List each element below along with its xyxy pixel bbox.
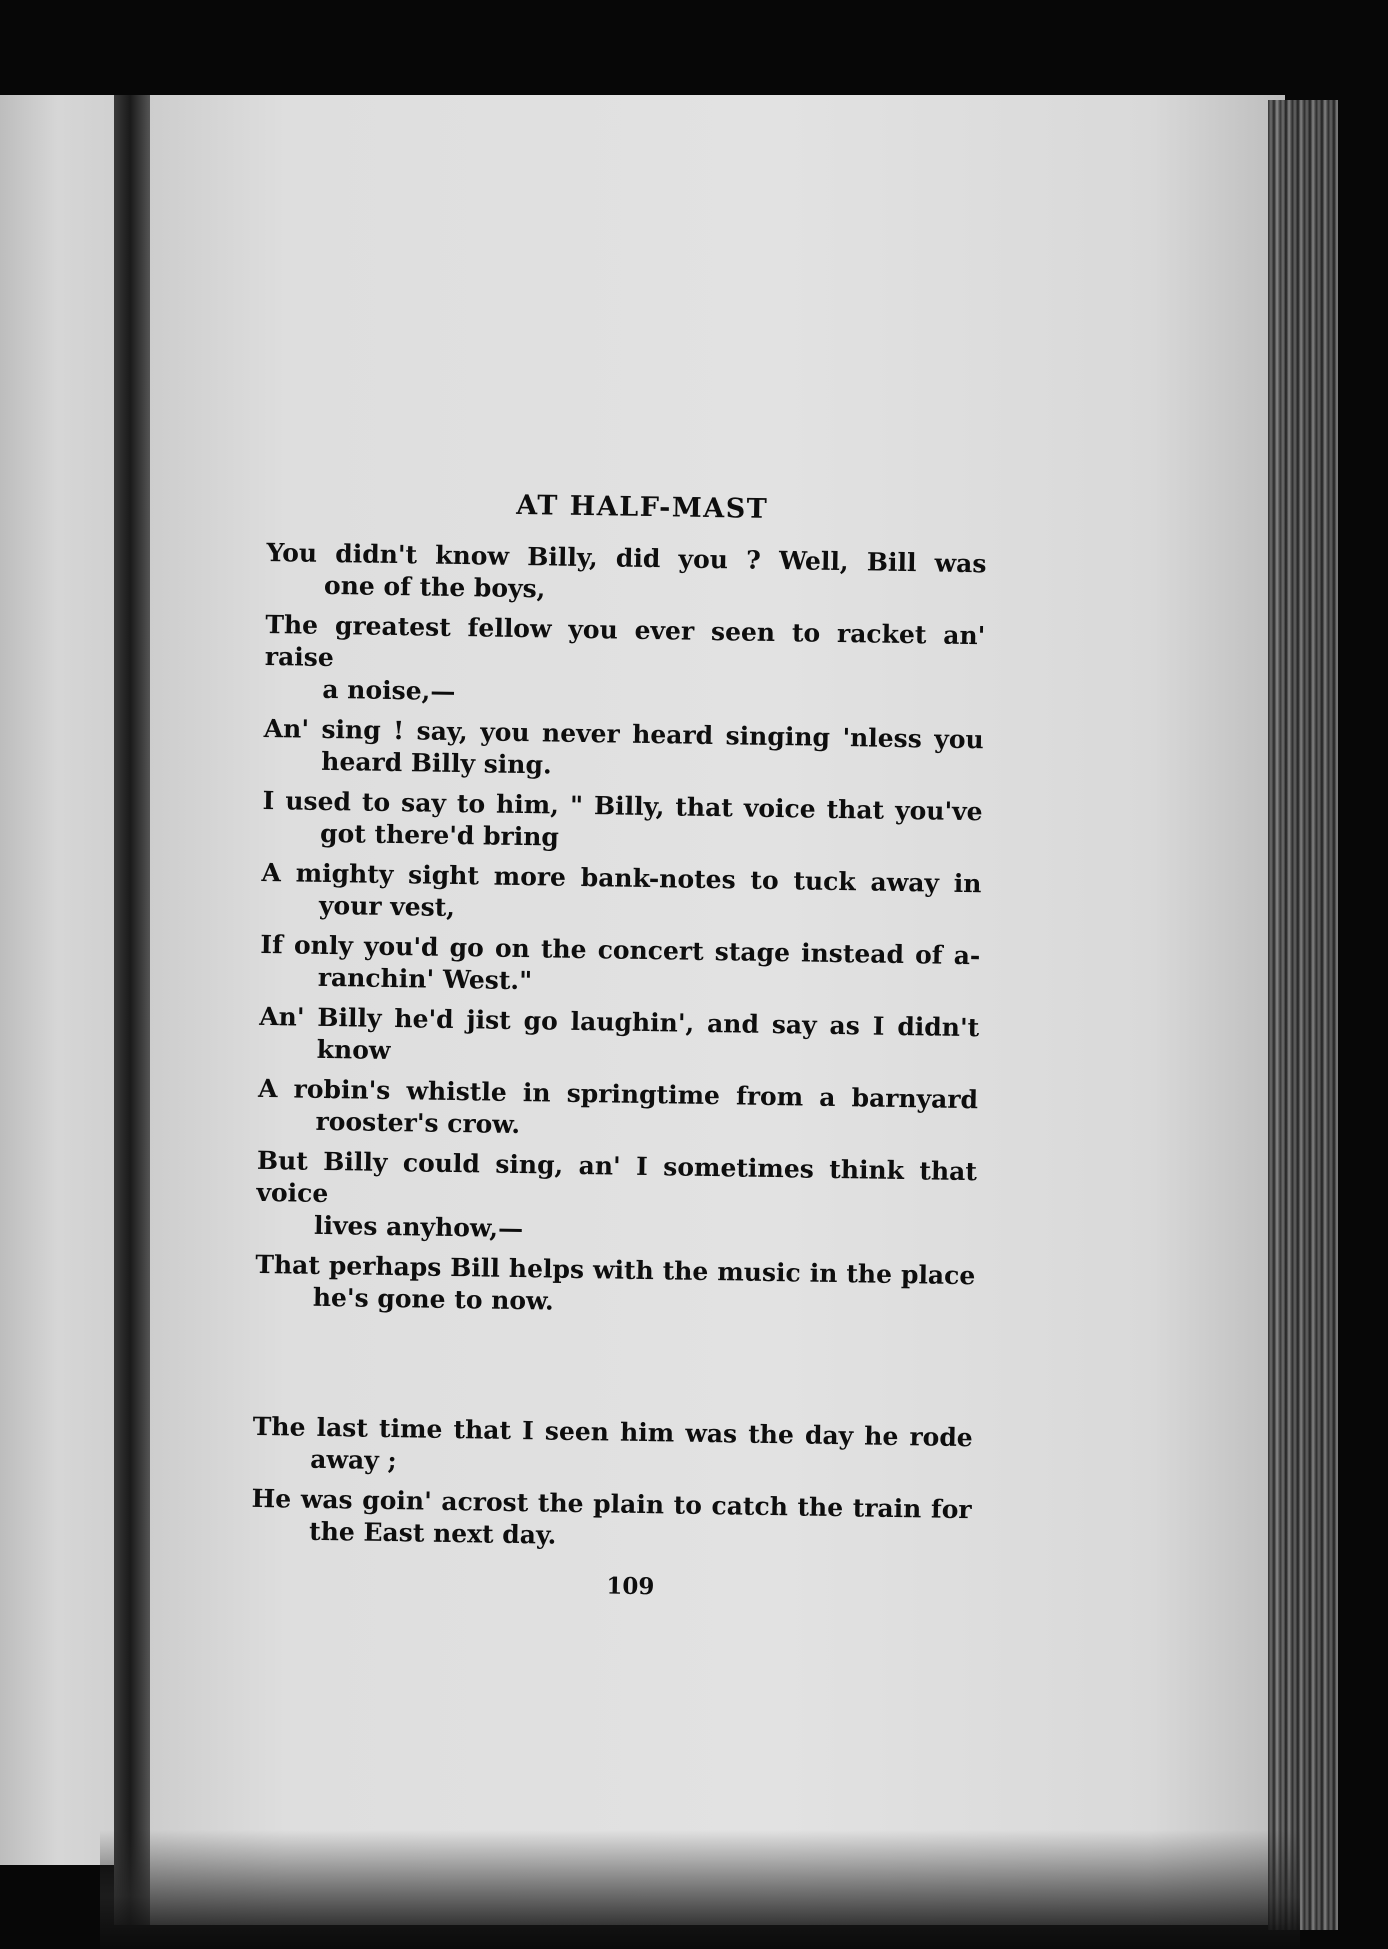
left-page-edge xyxy=(0,95,128,1865)
verse-line xyxy=(257,1073,978,1148)
verse-line-text: But Billy could sing, an' I sometimes think that voice xyxy=(256,1145,978,1209)
verse-line-continuation: got there'd bring xyxy=(319,818,560,852)
poem-content xyxy=(250,460,988,1605)
verse-line-continuation: ranchin' West." xyxy=(317,962,533,996)
poem-title: AT HALF-MAST xyxy=(516,489,769,525)
verse-line xyxy=(264,609,985,716)
verse-line xyxy=(263,713,984,788)
verse-line-continuation: away ; xyxy=(310,1444,397,1476)
verse-line-continuation: one of the boys, xyxy=(323,570,546,604)
verse-line-continuation: rooster's crow. xyxy=(315,1106,521,1140)
bottom-shadow xyxy=(100,1830,1300,1949)
verse-line xyxy=(251,1483,972,1558)
verse-line xyxy=(260,929,981,1004)
verse-line-text: You didn't know Billy, did you ? Well, Bill was xyxy=(266,537,987,579)
verse-line-text: That perhaps Bill helps with the music in the place xyxy=(255,1249,976,1291)
verse-line-continuation: lives anyhow,— xyxy=(313,1210,524,1244)
verse-line xyxy=(255,1249,976,1324)
verse-line-text: The greatest fellow you ever seen to racket an' raise xyxy=(264,609,986,673)
verse-line-continuation: the East next day. xyxy=(308,1516,557,1550)
verse-line xyxy=(261,857,982,932)
verse-line-text: He was goin' acrost the plain to catch the train for xyxy=(251,1483,972,1525)
verse-line-text: An' sing ! say, you never heard singing 'nless you xyxy=(263,713,984,755)
verse-line-continuation: heard Billy sing. xyxy=(321,746,552,780)
verse-line-text: The last time that I seen him was the day he rode xyxy=(252,1411,973,1453)
stanza-break xyxy=(253,1321,974,1422)
verse-line-text: If only you'd go on the concert stage instead of a- xyxy=(260,929,981,971)
verse-line-continuation: he's gone to now. xyxy=(312,1282,555,1316)
verse-line-text: I used to say to him, " Billy, that voice that you've xyxy=(262,785,983,827)
stanza-2 xyxy=(251,1411,973,1558)
verse-line-continuation: your vest, xyxy=(318,890,456,922)
page-number: 109 xyxy=(606,1572,655,1601)
verse-line-continuation: a noise,— xyxy=(322,674,456,706)
stanza-1 xyxy=(255,537,987,1324)
verse-line xyxy=(252,1411,973,1486)
book-gutter xyxy=(114,95,150,1925)
verse-line xyxy=(262,785,983,860)
verse-line-text: A mighty sight more bank-notes to tuck away in xyxy=(261,857,982,899)
page-stack-edge xyxy=(1268,100,1338,1930)
verse-line-text: An' Billy he'd jist go laughin', and say as I didn't xyxy=(259,1001,980,1043)
verse-line-continuation: know xyxy=(316,1034,391,1065)
verse-line xyxy=(258,1001,979,1076)
verse-line xyxy=(266,537,987,612)
verse-line-text: A robin's whistle in springtime from a barnyard xyxy=(257,1073,979,1115)
verse-line xyxy=(256,1145,977,1252)
